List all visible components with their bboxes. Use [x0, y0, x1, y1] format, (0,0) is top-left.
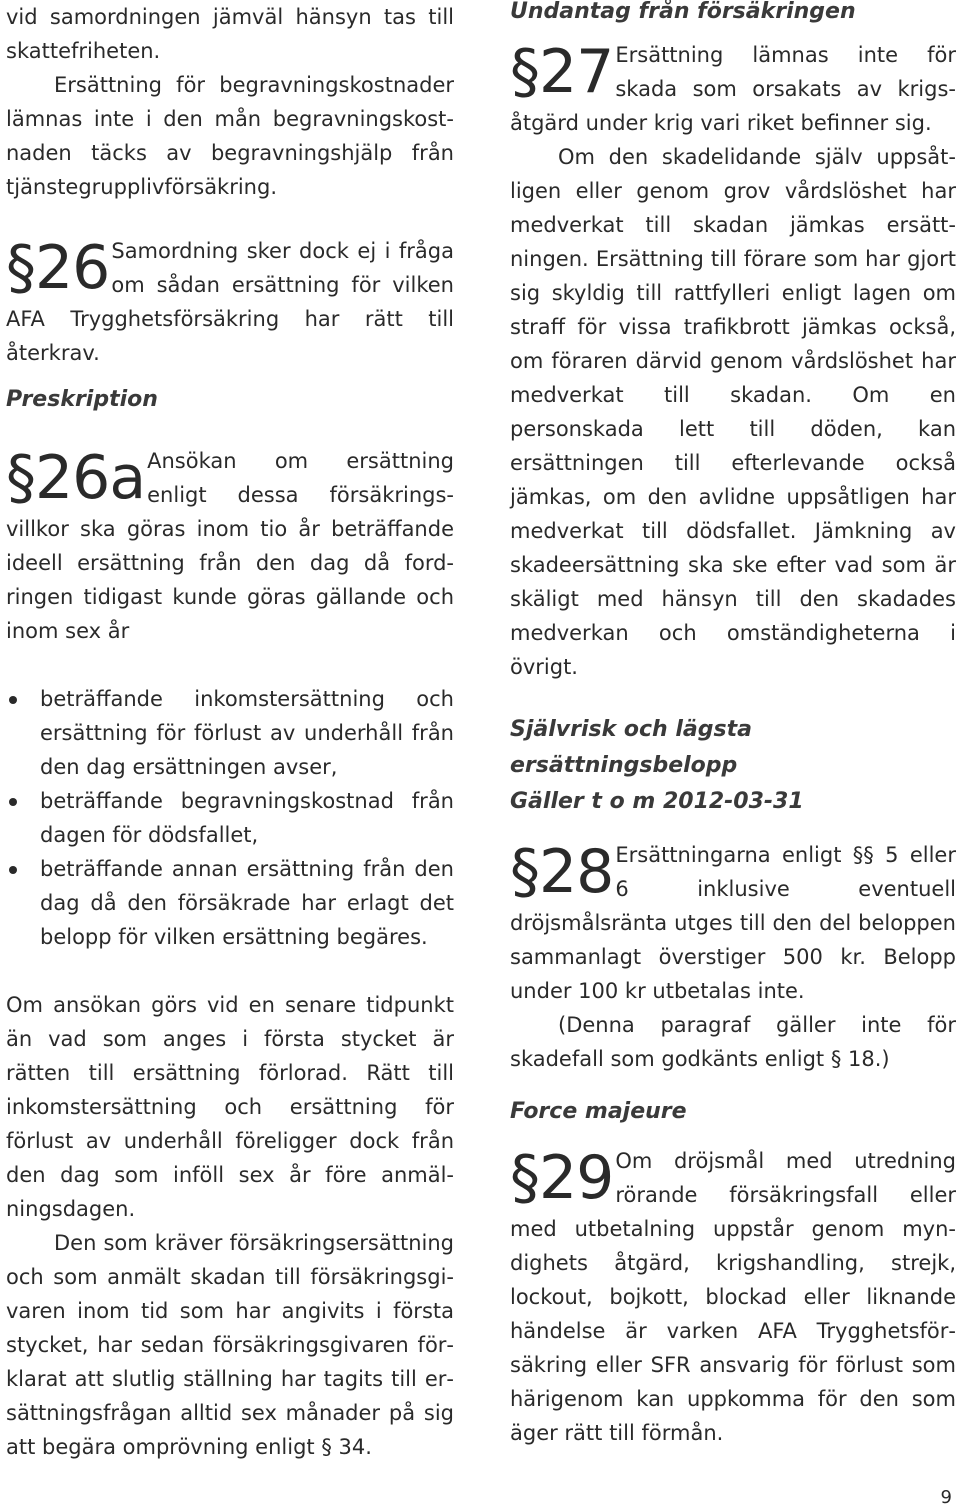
page-number: 9	[940, 1487, 952, 1508]
section-27	[510, 38, 956, 140]
heading-galler-tom: Gäller t o m 2012-03-31	[510, 789, 804, 814]
paragraph-jamkning: Om den skadelidande själv uppsåtligen eller genom grov vårdslöshet har medverkat till skadan jämkas ersättningen. Ersättning till förare som har gjort sig skyldig till rattfylleri enligt lagen om straff för vissa trafikbrott jämkas också, om föraren därvid genom vårdslöshet har medverkat till skadan. Om en personskada lett till döden, kan ersättningen till efterlevande också jämkas, om den avlidne uppsåtligen har medverkat till dödsfallet. Jämkning av skadeersättning ska ske efter vad som är skäligt med hänsyn till den skadades medverkan och omständigheterna i övrigt.	[510, 145, 956, 679]
section-29	[510, 1144, 956, 1450]
heading-force-majeure: Force majeure	[510, 1099, 687, 1124]
paragraph-begravningskostnader: Ersättning för begravningskostnader lämnas inte i den mån begravningskostnaden täcks av begravningshjälp från tjänstegrupplivförsäkring.	[6, 73, 454, 199]
section-28	[510, 838, 956, 1008]
preskription-bullet-list	[6, 682, 454, 954]
section-28-number: §28	[510, 837, 614, 907]
section-28-text: Ersättningarna enligt §§ 5 eller 6 inklusive eventuell dröjsmålsränta utges till den del beloppen sammanlagt överstiger 500 kr. Belopp under 100 kr utbetalas inte.	[510, 843, 956, 1003]
list-item: beträffande inkomstersättning och ersättning för förlust av underhåll från den dag ersättningen avser,	[6, 682, 454, 784]
section-29-text: Om dröjsmål med utredning rörande försäkringsfall eller med utbetalning uppstår genom myndighets åtgärd, krigshandling, strejk, lockout, bojkott, blockad eller liknande händelse är varken AFA Trygghetsförsäkring eller SFR ansvarig för förlust som härigenom kan uppkomma för den som äger rätt till förmån.	[510, 1149, 956, 1445]
paragraph-senare-tidpunkt: Om ansökan görs vid en senare tidpunkt än vad som anges i första stycket är rätten till ersättning förlorad. Rätt till inkomstersättning och ersättning för förlust av underhåll föreligger dock från den dag som inföll sex år före anmälningsdagen.	[6, 993, 454, 1221]
heading-preskription: Preskription	[6, 387, 158, 412]
heading-undantag: Undantag från försäkringen	[510, 0, 856, 24]
section-26-number: §26	[6, 233, 110, 303]
list-item: beträffande annan ersättning från den dag då den försäkrade har erlagt det belopp för vilken ersättning begäres.	[6, 852, 454, 954]
section-27-text: Ersättning lämnas inte för skada som orsakats av krigsåtgärd under krig vari riket befinner sig.	[510, 43, 956, 135]
paragraph-samordning-skattefriheten: vid samordningen jämväl hänsyn tas till skattefriheten.	[6, 5, 454, 63]
list-item: beträffande begravningskostnad från dagen för dödsfallet,	[6, 784, 454, 852]
heading-sjalvrisk: Självrisk och lägsta ersättningsbelopp	[510, 717, 752, 778]
left-column	[6, 0, 454, 1464]
right-column	[510, 0, 956, 1450]
section-26	[6, 234, 454, 370]
section-27-number: §27	[510, 37, 614, 107]
paragraph-omprovning: Den som kräver försäkringsersättning och som anmält skadan till försäkringsgivaren inom tid som har angivits i första stycket, har sedan försäkringsgivaren förklarat att slutlig ställning har tagits till ersättningsfrågan alltid sex månader på sig att begära omprövning enligt § 34.	[6, 1231, 454, 1459]
section-26a-number: §26a	[6, 443, 146, 513]
paragraph-denna-paragraf: (Denna paragraf gäller inte för skadefall som godkänts enligt § 18.)	[510, 1013, 956, 1071]
section-29-number: §29	[510, 1143, 614, 1213]
section-26-text: Samordning sker dock ej i fråga om sådan ersättning för vilken AFA Trygghetsförsäkring har rätt till återkrav.	[6, 239, 454, 365]
section-26a	[6, 444, 454, 648]
section-26a-text: Ansökan om ersättning enligt dessa försäkringsvillkor ska göras inom tio år beträffande ideell ersättning från den dag då fordringen tidigast kunde göras gällande och inom sex år	[6, 449, 454, 643]
